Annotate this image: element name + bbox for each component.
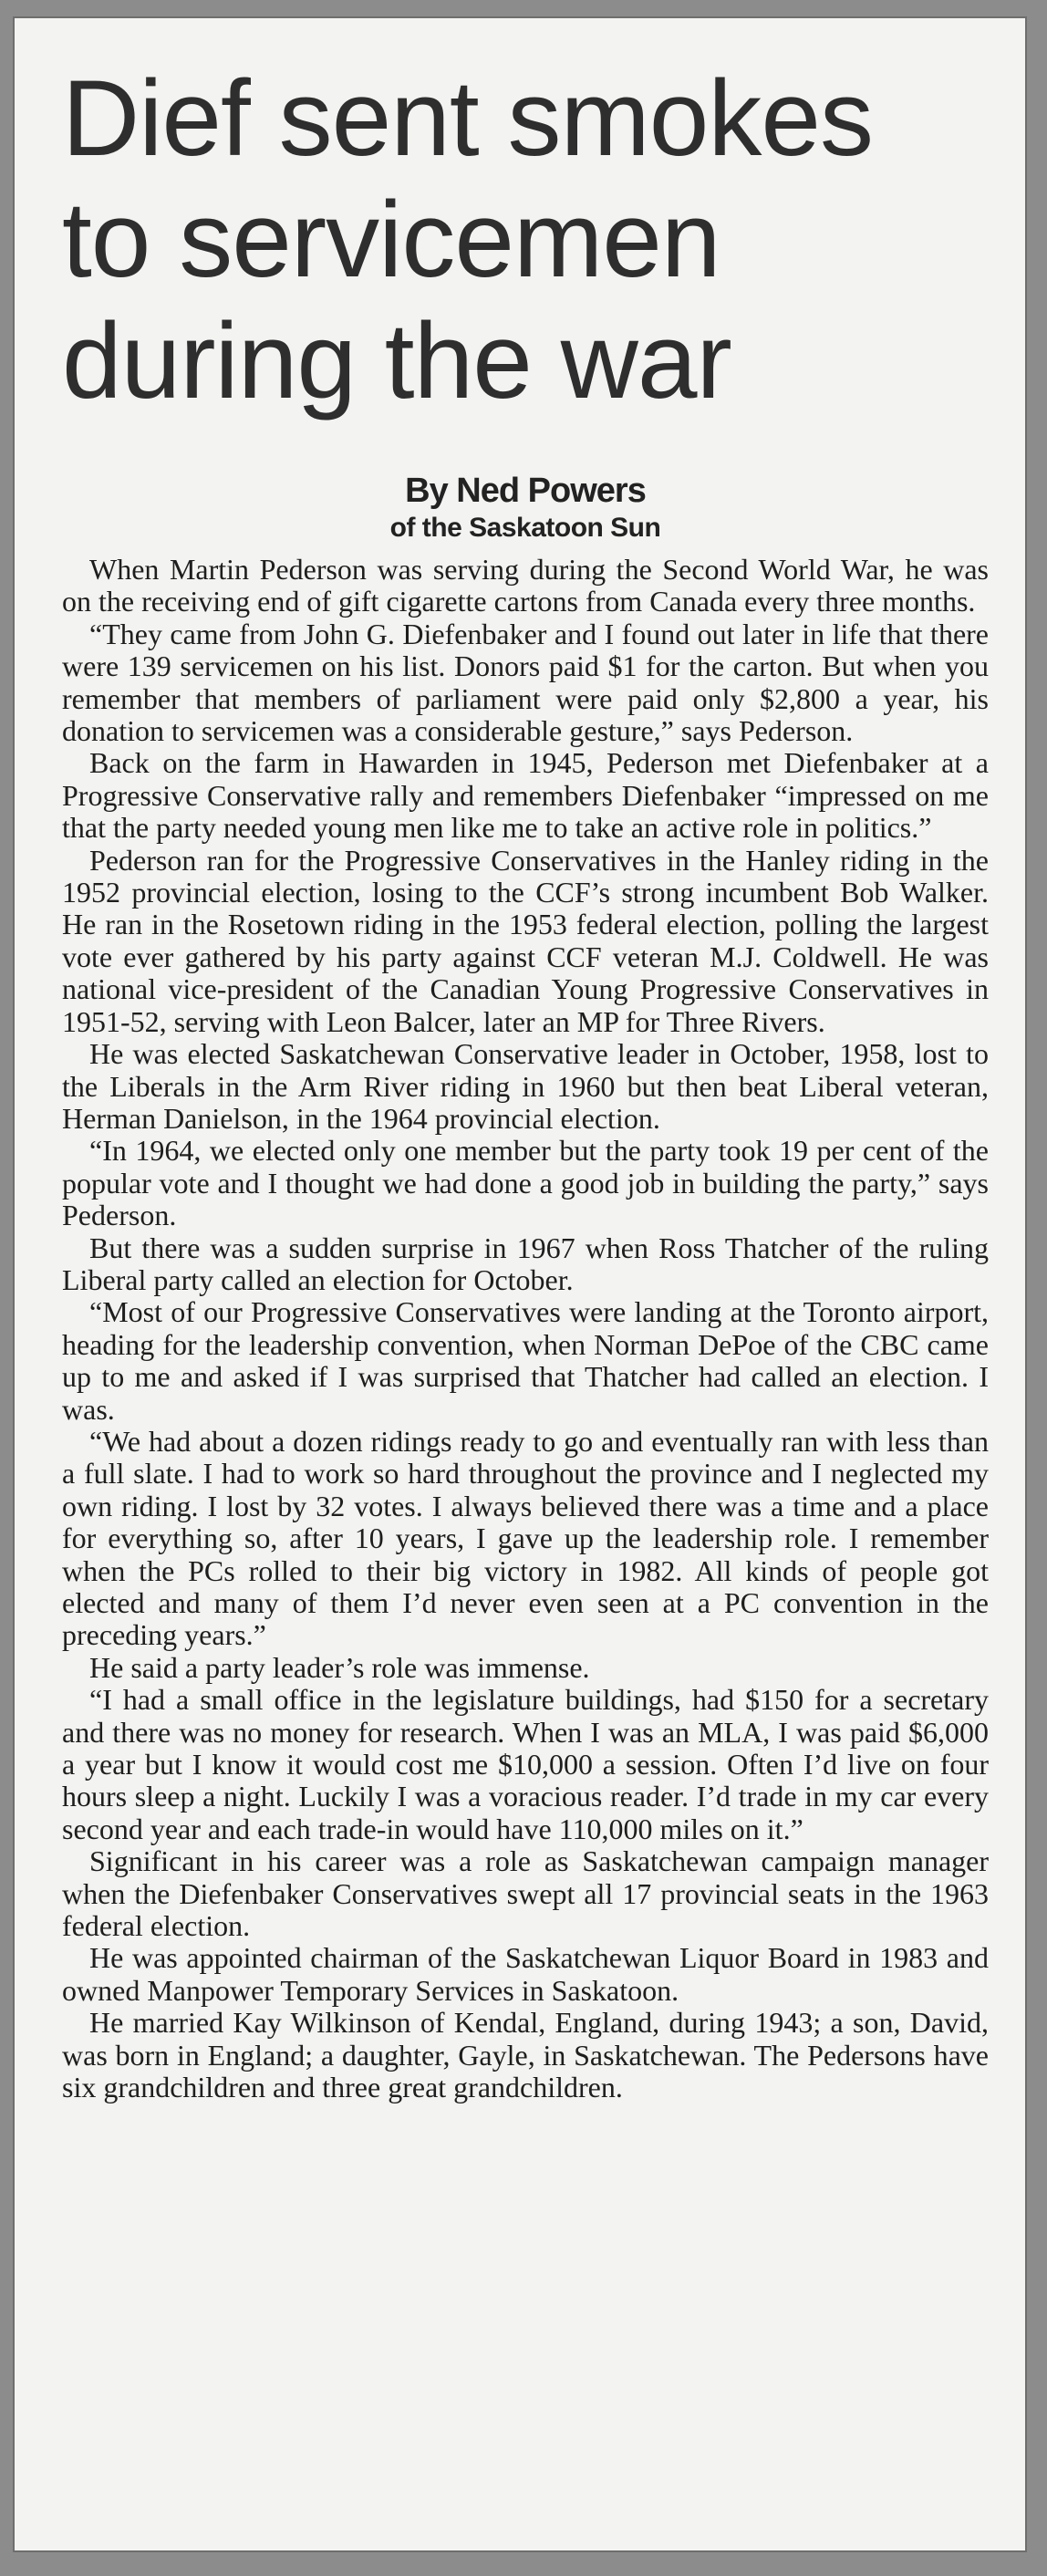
article-paragraph: He married Kay Wilkinson of Kendal, England, during 1943; a son, David, was born in England; a daughter, Gayle, in Saskatchewan. The Pedersons have six grandchildren and three great grandchildren. [62,2006,989,2104]
article-paragraph: Back on the farm in Hawarden in 1945, Pederson met Diefenbaker at a Progressive Conservative rally and remembers Diefenbaker “impressed on me that the party needed young men like me to take an active role in politics.” [62,746,989,845]
byline-author: By Ned Powers [405,472,646,510]
article-paragraph: He said a party leader’s role was immense. [89,1650,590,1684]
article-paragraph: Pederson ran for the Progressive Conservatives in the Hanley riding in the 1952 provincial election, losing to the CCF’s strong incumbent Bob Walker. He ran in the Rosetown riding in the 1953 federal election, polling the largest vote ever gathered by his party against CCF veteran M.J. Coldwell. He was national vice-president of the Canadian Young Progressive Conservatives in 1951-52, serving with Leon Balcer, later an MP for Three Rivers. [62,843,989,1038]
article-paragraph: “They came from John G. Diefenbaker and I found out later in life that there were 139 servicemen on his list. Donors paid $1 for the carton. But when you remember that members of parliament were paid only $2,800 a year, his donation to servicemen was a considerable gesture,” says Pederson. [62,617,989,748]
article-paragraph: “We had about a dozen ridings ready to go and eventually ran with less than a full slate. I had to work so hard throughout the province and I neglected my own riding. I lost by 32 votes. I always believed there was a time and a place for everything so, after 10 years, I gave up the leadership role. I remember when the PCs rolled to their big victory in 1982. All kinds of people got elected and many of them I’d never even seen at a PC convention in the preceding years.” [62,1424,989,1652]
newspaper-clipping [13,16,1027,2552]
byline-block [62,472,989,546]
article-paragraph: When Martin Pederson was serving during the Second World War, he was on the receiving end of gift cigarette cartons from Canada every three months. [62,553,989,618]
article-paragraph: Significant in his career was a role as Saskatchewan campaign manager when the Diefenbaker Conservatives swept all 17 provincial seats in the 1963 federal election. [62,1844,989,1943]
article-paragraph: He was appointed chairman of the Saskatchewan Liquor Board in 1983 and owned Manpower Temporary Services in Saskatoon. [62,1941,989,2007]
headline [62,58,989,422]
article-body [62,554,989,2104]
headline-line: during the war [62,301,731,421]
article-paragraph: But there was a sudden surprise in 1967 when Ross Thatcher of the ruling Liberal party called an election for October. [62,1231,989,1296]
article-paragraph: “In 1964, we elected only one member but the party took 19 per cent of the popular vote and I thought we had done a good job in building the party,” says Pederson. [62,1134,989,1232]
article-paragraph: “Most of our Progressive Conservatives were landing at the Toronto airport, heading for the leadership convention, when Norman DePoe of the CBC came up to me and asked if I was surprised that Thatcher had called an election. I was. [62,1295,989,1426]
headline-line: Dief sent smokes [62,58,873,179]
article-paragraph: He was elected Saskatchewan Conservative leader in October, 1958, lost to the Liberals in the Arm River riding in 1960 but then beat Liberal veteran, Herman Danielson, in the 1964 provincial election. [62,1037,989,1135]
byline-publication: of the Saskatoon Sun [389,513,661,543]
article-paragraph: “I had a small office in the legislature buildings, had $150 for a secretary and there was no money for research. When I was an MLA, I was paid $6,000 a year but I know it would cost me $10,000 a session. Often I’d live on four hours sleep a night. Luckily I was a voracious reader. I’d trade in my car every second year and each trade-in would have 110,000 miles on it.” [62,1683,989,1845]
headline-line: to servicemen [62,180,720,300]
